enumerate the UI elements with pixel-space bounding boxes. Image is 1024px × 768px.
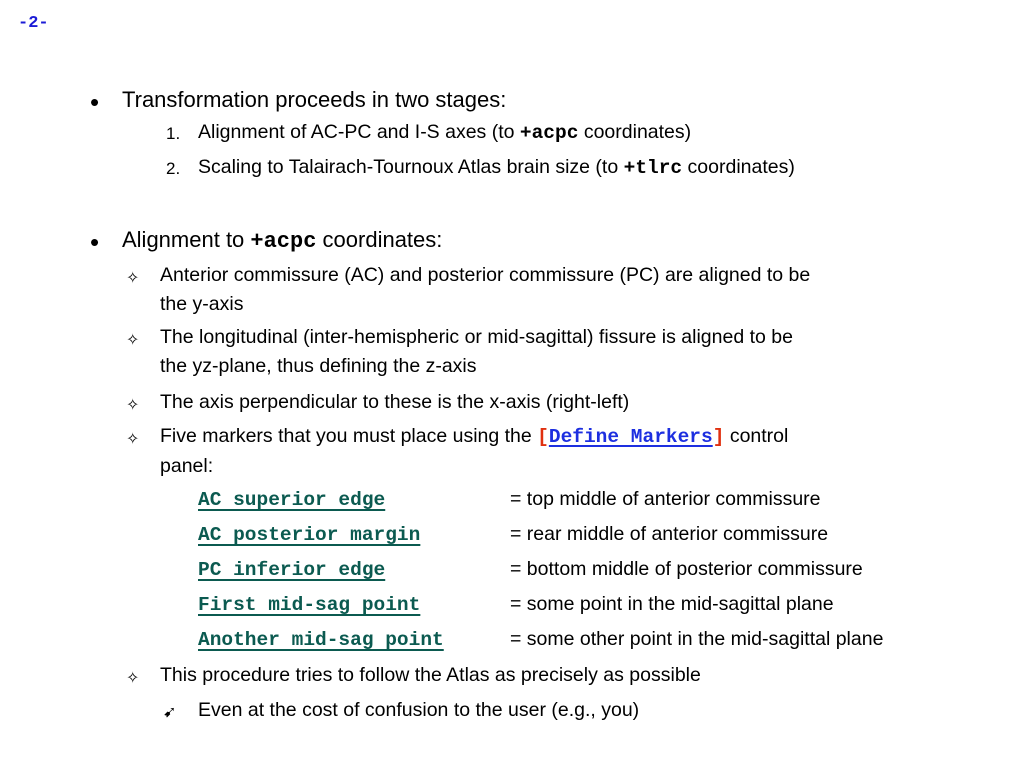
bullet-icon: • [90,87,100,117]
sub-item-line: the yz-plane, thus defining the z-axis [160,355,477,377]
markers-intro [160,425,788,448]
sub-item-line: The axis perpendicular to these is the x-axis (right-left) [160,391,630,413]
bracket-open: [ [537,426,549,448]
sub-item-line: the y-axis [160,293,244,315]
page-number: -2- [18,14,49,33]
marker-description: = bottom middle of posterior commissure [510,558,863,580]
arrow-bullet-icon: ➹ [163,704,177,721]
define-markers-link[interactable]: Define Markers [548,426,713,448]
procedure-text: This procedure tries to follow the Atlas as precisely as possible [160,664,701,686]
marker-description: = top middle of anterior commissure [510,488,821,510]
list-number: 2. [166,159,181,178]
marker-another-mid-sag-point[interactable]: Another mid-sag point [198,629,444,651]
title-text: Alignment to [122,227,251,252]
bullet-icon: • [90,227,100,257]
marker-description: = rear middle of anterior commissure [510,523,829,545]
list-number: 1. [166,124,181,143]
code-acpc: +acpc [250,229,317,254]
list-item [198,156,795,179]
marker-ac-posterior-margin[interactable]: AC posterior margin [198,524,421,546]
diamond-bullet-icon: ✧ [126,670,140,687]
diamond-bullet-icon: ✧ [126,397,140,414]
markers-intro-line2: panel: [160,455,214,477]
marker-first-mid-sag-point[interactable]: First mid-sag point [198,594,421,616]
intro-text: control [724,425,789,447]
code-tlrc: +tlrc [623,157,683,179]
marker-pc-inferior-edge[interactable]: PC inferior edge [198,559,386,581]
item-text: Alignment of AC-PC and I-S axes (to [198,121,520,143]
section2-title [122,227,442,254]
title-text: coordinates: [316,227,443,252]
section1-title: Transformation proceeds in two stages: [122,87,507,112]
note-text: Even at the cost of confusion to the user (e.g., you) [198,699,640,721]
diamond-bullet-icon: ✧ [126,270,140,287]
intro-text: Five markers that you must place using the [160,425,538,447]
diamond-bullet-icon: ✧ [126,332,140,349]
marker-description: = some other point in the mid-sagittal plane [510,628,884,650]
item-text: coordinates) [578,121,692,143]
sub-item-line: Anterior commissure (AC) and posterior commissure (PC) are aligned to be [160,264,811,286]
sub-item-line: The longitudinal (inter-hemispheric or mid-sagittal) fissure is aligned to be [160,326,793,348]
item-text: coordinates) [682,156,795,178]
diamond-bullet-icon: ✧ [126,431,140,448]
bracket-close: ] [712,426,725,448]
code-acpc: +acpc [519,122,579,144]
item-text: Scaling to Talairach-Tournoux Atlas brain size (to [198,156,624,178]
marker-ac-superior-edge[interactable]: AC superior edge [198,489,386,511]
marker-description: = some point in the mid-sagittal plane [510,593,834,615]
list-item [198,121,691,144]
